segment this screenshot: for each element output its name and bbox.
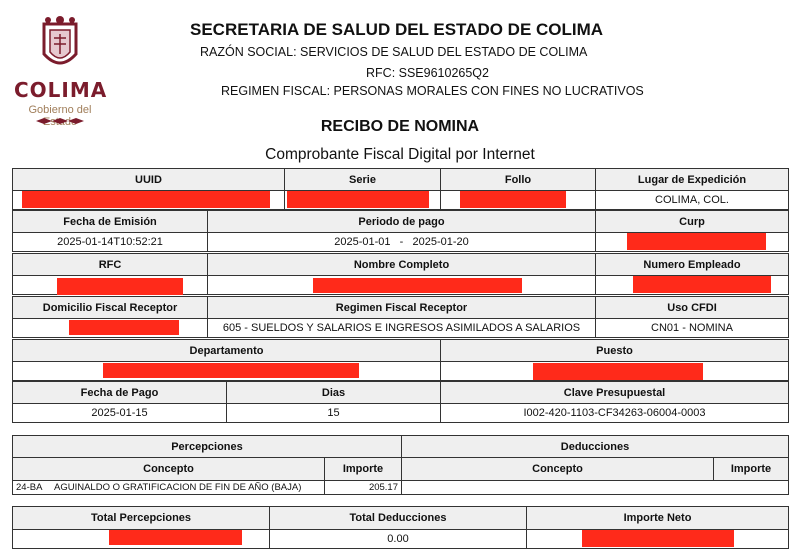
total-percepciones-header: Total Percepciones (12, 506, 270, 530)
uso-cfdi-header: Uso CFDI (595, 296, 789, 319)
fecha-emision-value: 2025-01-14T10:52:21 (12, 232, 208, 252)
fecha-pago-value: 2025-01-15 (12, 403, 227, 423)
uso-cfdi-value: CN01 - NOMINA (595, 318, 789, 338)
lugar-value: COLIMA, COL. (595, 190, 789, 210)
redaction-curp (627, 233, 766, 250)
issuer-rfc: RFC: SSE9610265Q2 (366, 66, 489, 80)
folio-header: Follo (440, 168, 596, 191)
percepcion-importe: 205.17 (324, 480, 402, 495)
percepciones-header: Percepciones (12, 435, 402, 458)
regimen-receptor-value: 605 - SUELDOS Y SALARIOS E INGRESOS ASIMILADOS A SALARIOS (207, 318, 596, 338)
secretaria-heading: SECRETARIA DE SALUD DEL ESTADO DE COLIMA (190, 20, 604, 39)
deducciones-importe-header: Importe (713, 457, 789, 481)
redaction-serie (287, 191, 429, 208)
numero-empleado-header: Numero Empleado (595, 253, 789, 276)
document-title: RECIBO DE NOMINA (320, 118, 480, 135)
regimen-receptor-header: Regimen Fiscal Receptor (207, 296, 596, 319)
deducciones-empty-row (401, 480, 789, 495)
regimen-fiscal: REGIMEN FISCAL: PERSONAS MORALES CON FINES NO LUCRATIVOS (221, 84, 644, 98)
puesto-header: Puesto (440, 339, 789, 362)
curp-header: Curp (595, 210, 789, 233)
redaction-numero-empleado (633, 276, 771, 293)
percepcion-clave: 24-BA (12, 480, 52, 495)
total-deducciones-header: Total Deducciones (269, 506, 527, 530)
redaction-departamento (103, 363, 359, 378)
fecha-pago-header: Fecha de Pago (12, 381, 227, 404)
percepcion-concepto: AGUINALDO O GRATIFICACION DE FIN DE AÑO (BAJA) (51, 480, 325, 495)
redaction-domicilio (69, 320, 179, 335)
deducciones-concepto-header: Concepto (401, 457, 714, 481)
redaction-puesto (533, 363, 703, 380)
redaction-uuid (22, 191, 270, 208)
redaction-nombre (313, 278, 522, 293)
document-subtitle: Comprobante Fiscal Digital por Internet (265, 146, 535, 163)
deducciones-header: Deducciones (401, 435, 789, 458)
nombre-header: Nombre Completo (207, 253, 596, 276)
clave-header: Clave Presupuestal (440, 381, 789, 404)
clave-value: I002-420-1103-CF34263-06004-0003 (440, 403, 789, 423)
logo-wordmark: COLIMA (14, 78, 108, 102)
periodo-value: 2025-01-01 - 2025-01-20 (207, 232, 596, 252)
dias-header: Dias (226, 381, 441, 404)
importe-neto-header: Importe Neto (526, 506, 789, 530)
departamento-header: Departamento (12, 339, 441, 362)
dias-value: 15 (226, 403, 441, 423)
percepciones-concepto-header: Concepto (12, 457, 325, 481)
domicilio-header: Domicilio Fiscal Receptor (12, 296, 208, 319)
percepciones-importe-header: Importe (324, 457, 402, 481)
serie-header: Serie (284, 168, 441, 191)
rfc-header: RFC (12, 253, 208, 276)
redaction-rfc (57, 278, 183, 295)
total-deducciones-value: 0.00 (269, 529, 527, 549)
uuid-header: UUID (12, 168, 285, 191)
lugar-header: Lugar de Expedición (595, 168, 789, 191)
razon-social: RAZÓN SOCIAL: SERVICIOS DE SALUD DEL ESTADO DE COLIMA (200, 45, 588, 59)
fecha-emision-header: Fecha de Emisión (12, 210, 208, 233)
redaction-total-percepciones (109, 530, 242, 545)
redaction-folio (460, 191, 566, 208)
redaction-importe-neto (582, 530, 734, 547)
periodo-header: Periodo de pago (207, 210, 596, 233)
logo-tagline: Gobierno del (28, 104, 92, 116)
